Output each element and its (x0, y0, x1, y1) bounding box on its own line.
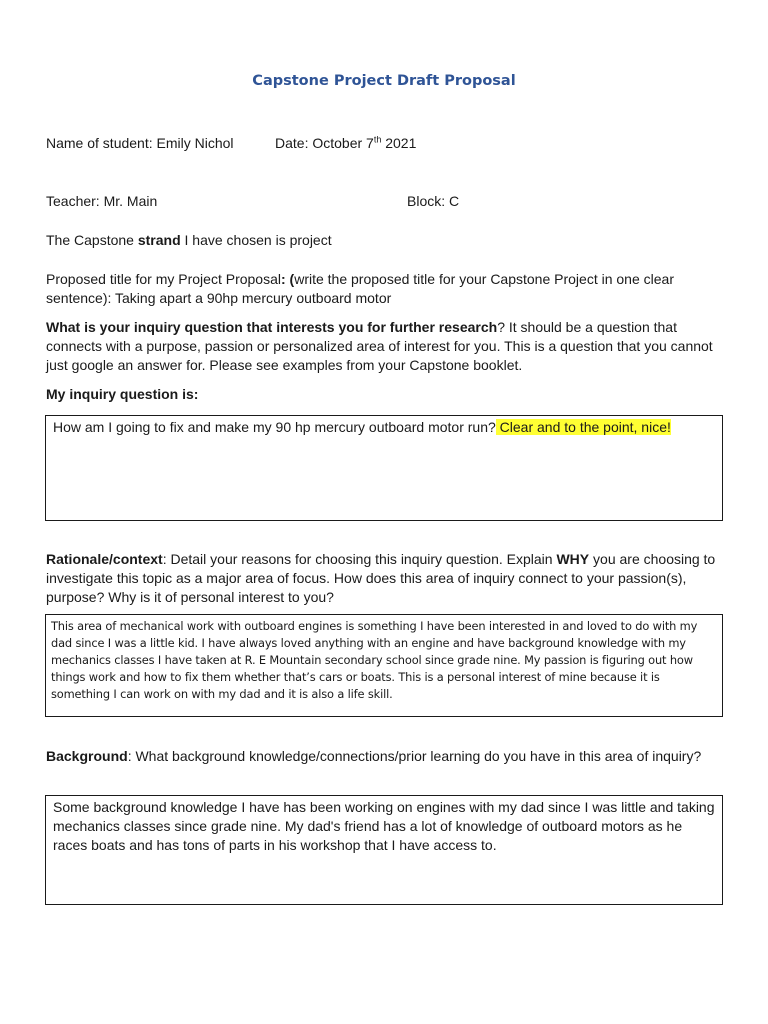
inquiry-prompt-post: ? It should be a question that connects with a purpose, passion or personalized area of interest for you. This is a question that you cannot just google an answer for. Please see examples from your Capstone booklet. (46, 319, 713, 373)
proposed-title-paragraph (46, 270, 726, 308)
inquiry-answer: How am I going to fix and make my 90 hp mercury outboard motor run? (53, 419, 496, 435)
rationale-answer: This area of mechanical work with outboard engines is something I have been interested in and loved to do with my dad since I was a little kid. I have always loved anything with an engine and have background knowledge with my mechanics classes I have taken at R. E Mountain secondary school since grade nine. My passion is figuring out how things work and how to fix them whether that’s cars or boats. This is a personal interest of mine because it is something I can work on with my dad and it is also a life skill. (51, 619, 698, 701)
proposed-title-post: write the proposed title for your Capstone Project in one clear sentence): Taking apart a 90hp mercury outboard motor (46, 271, 674, 306)
strand-line (46, 232, 332, 248)
date-year: 2021 (381, 135, 417, 151)
strand-bold: strand (137, 232, 181, 248)
inquiry-answer-box[interactable] (45, 415, 723, 521)
rationale-prompt-mid: : Detail your reasons for choosing this inquiry question. Explain (162, 551, 557, 567)
rationale-prompt-why: WHY (556, 551, 590, 567)
page-title: Capstone Project Draft Proposal (252, 73, 516, 89)
date-superscript: th (373, 134, 382, 145)
teacher-line: Teacher: Mr. Main (46, 193, 158, 209)
rationale-prompt-bold: Rationale/context (46, 551, 163, 567)
background-prompt-line (46, 748, 701, 764)
inquiry-answer-text (46, 416, 722, 439)
background-prompt-bold: Background (46, 748, 128, 764)
inquiry-prompt-paragraph (46, 318, 726, 375)
date-line (275, 135, 416, 151)
rationale-prompt-post: you are choosing to investigate this topic as a major area of focus. How does this area of inquiry connect to your passion(s), purpose? Why is it of personal interest to you? (46, 551, 716, 605)
strand-post: I have chosen is project (180, 232, 332, 248)
date-prefix: Date: October 7 (275, 135, 374, 151)
rationale-answer-box[interactable] (45, 614, 723, 717)
strand-pre: The Capstone (46, 232, 138, 248)
block-line: Block: C (407, 193, 460, 209)
teacher-comment-highlight: Clear and to the point, nice! (495, 419, 671, 435)
inquiry-prompt-bold: What is your inquiry question that interests you for further research (46, 319, 498, 335)
student-name: Emily Nichol (156, 135, 234, 151)
inquiry-label: My inquiry question is: (46, 386, 199, 402)
student-name-label: Name of student: (46, 135, 157, 151)
background-prompt-post: : What background knowledge/connections/prior learning do you have in this area of inquiry? (127, 748, 702, 764)
student-name-line (46, 135, 234, 151)
background-answer: Some background knowledge I have has been working on engines with my dad since I was little and taking mechanics classes since grade nine. My dad's friend has a lot of knowledge of outboard motors as he races boats and has tons of parts in his workshop that I have access to. (53, 799, 715, 853)
background-answer-box[interactable] (45, 795, 723, 905)
rationale-prompt-paragraph (46, 550, 726, 607)
proposed-title-bold: : ( (281, 271, 295, 287)
proposed-title-pre: Proposed title for my Project Proposal (46, 271, 281, 287)
